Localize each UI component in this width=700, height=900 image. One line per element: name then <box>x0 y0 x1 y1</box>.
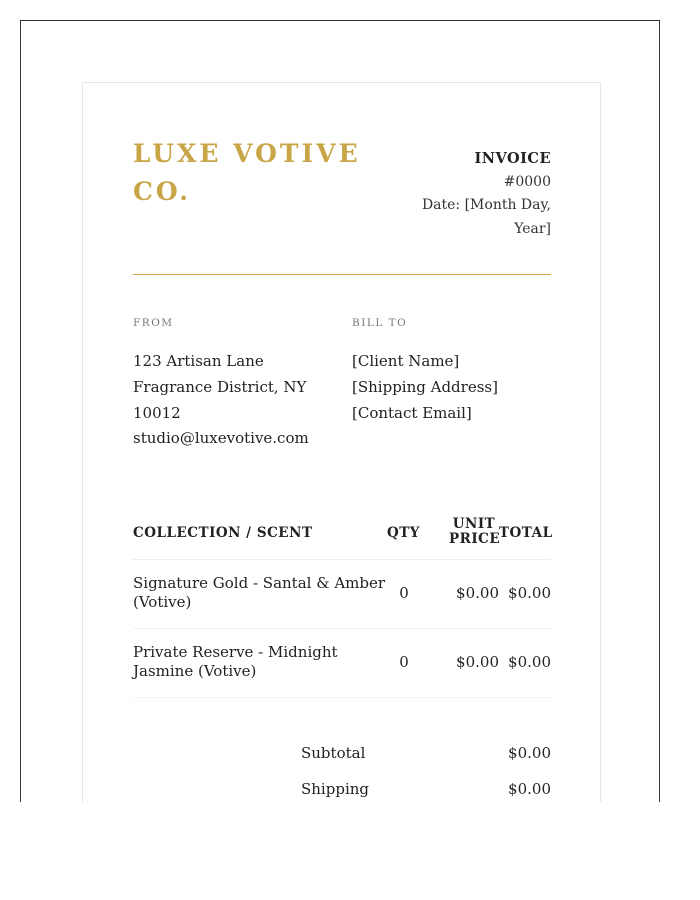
table-row <box>133 629 551 698</box>
subtotal-value: $0.00 <box>508 744 551 762</box>
row-description: Private Reserve - Midnight Jasmine (Votive) <box>133 643 338 680</box>
brand-name: LUXE VOTIVE CO. <box>133 139 361 206</box>
row-description: Signature Gold - Santal & Amber (Votive) <box>133 574 386 611</box>
header-qty: QTY <box>387 525 420 541</box>
bill-to-address <box>352 349 552 426</box>
subtotal-label: Subtotal <box>301 744 366 762</box>
from-line-street: 123 Artisan Lane <box>133 352 264 370</box>
bill-to-line-email: [Contact Email] <box>352 403 472 422</box>
row-total: $0.00 <box>508 653 551 671</box>
from-address <box>133 349 333 452</box>
shipping-label: Shipping <box>301 780 369 798</box>
from-line-zip: 10012 <box>133 403 181 422</box>
header-collection-scent: COLLECTION / SCENT <box>133 525 313 541</box>
from-line-email: studio@luxevotive.com <box>133 429 309 448</box>
header-unit-price: UNIT PRICE <box>449 516 501 547</box>
table-row <box>133 560 551 629</box>
row-qty: 0 <box>399 584 409 602</box>
invoice-meta <box>391 147 551 241</box>
header-divider <box>133 274 551 275</box>
row-qty: 0 <box>399 653 409 671</box>
bill-to-line-name: [Client Name] <box>352 352 460 370</box>
invoice-sheet <box>82 82 601 802</box>
header-total: TOTAL <box>499 525 553 541</box>
page-frame <box>20 20 660 802</box>
invoice-date-line-2: Year] <box>514 220 551 237</box>
row-unit-price: $0.00 <box>456 584 499 602</box>
invoice-title: INVOICE <box>474 150 551 167</box>
row-unit-price: $0.00 <box>456 653 499 671</box>
from-line-city: Fragrance District, NY <box>133 377 307 396</box>
shipping-value: $0.00 <box>508 780 551 798</box>
from-label: FROM <box>133 317 174 329</box>
row-total: $0.00 <box>508 584 551 602</box>
invoice-date-line-1: Date: [Month Day, <box>421 197 551 213</box>
bill-to-line-address: [Shipping Address] <box>352 377 498 396</box>
bill-to-label: BILL TO <box>352 317 408 329</box>
invoice-number: #0000 <box>503 173 551 190</box>
table-header <box>133 513 551 560</box>
